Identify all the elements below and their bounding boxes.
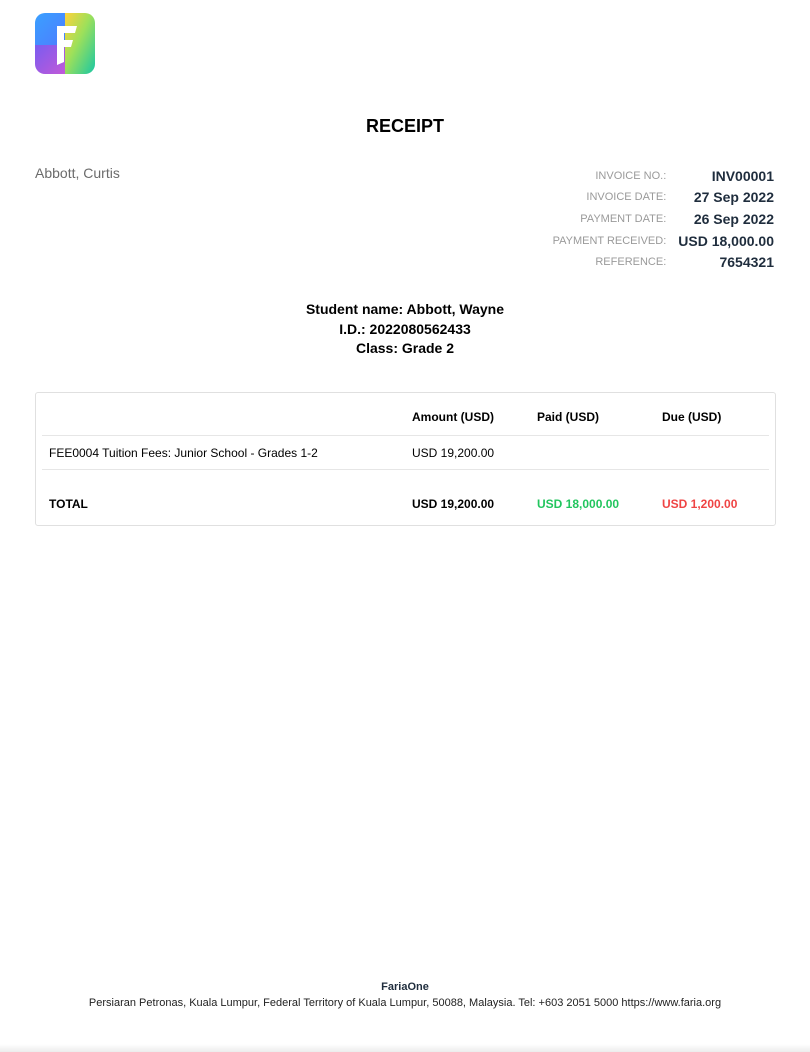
receipt-meta (553, 165, 774, 273)
total-amount: USD 19,200.00 (412, 497, 495, 511)
meta-value: 27 Sep 2022 (693, 189, 774, 206)
meta-row-payment-received (553, 230, 774, 252)
meta-label: PAYMENT DATE: (580, 212, 667, 225)
total-paid: USD 18,000.00 (537, 497, 620, 511)
faria-logo-icon (35, 13, 95, 74)
footer-company: FariaOne (381, 981, 429, 993)
total-due: USD 1,200.00 (662, 497, 738, 511)
meta-label: INVOICE DATE: (586, 191, 667, 204)
header-due: Due (USD) (662, 410, 722, 424)
table-total-row (42, 469, 769, 525)
meta-value: USD 18,000.00 (678, 232, 774, 249)
header-amount: Amount (USD) (412, 410, 494, 424)
page-bottom-edge (0, 1044, 810, 1052)
meta-label: PAYMENT RECEIVED: (552, 234, 667, 247)
meta-value: 26 Sep 2022 (693, 210, 774, 227)
fee-table (35, 392, 776, 526)
student-class: Class: Grade 2 (355, 340, 455, 356)
footer-address: Persiaran Petronas, Kuala Lumpur, Federal Territory of Kuala Lumpur, 50088, Malaysia. Tel: +603 2051 5000 https://www.faria.org (88, 997, 722, 1009)
meta-label: REFERENCE: (595, 256, 667, 269)
meta-row-payment-date (553, 208, 774, 230)
table-header-row (42, 393, 769, 436)
meta-row-reference (553, 251, 774, 273)
meta-label: INVOICE NO.: (595, 169, 667, 182)
meta-row-invoice-date (553, 187, 774, 209)
meta-row-invoice-no (553, 165, 774, 187)
header-paid: Paid (USD) (537, 410, 600, 424)
table-row (42, 435, 769, 470)
student-id: I.D.: 2022080562433 (339, 320, 471, 337)
student-name: Student name: Abbott, Wayne (305, 301, 505, 317)
meta-value: 7654321 (719, 254, 774, 271)
item-amount: USD 19,200.00 (412, 446, 495, 460)
student-info (0, 300, 810, 359)
bill-to-name: Abbott, Curtis (35, 165, 120, 181)
meta-value: INV00001 (711, 167, 774, 184)
receipt-title: RECEIPT (365, 116, 444, 136)
item-description: FEE0004 Tuition Fees: Junior School - Grades 1-2 (49, 446, 318, 460)
total-label: TOTAL (49, 497, 88, 511)
